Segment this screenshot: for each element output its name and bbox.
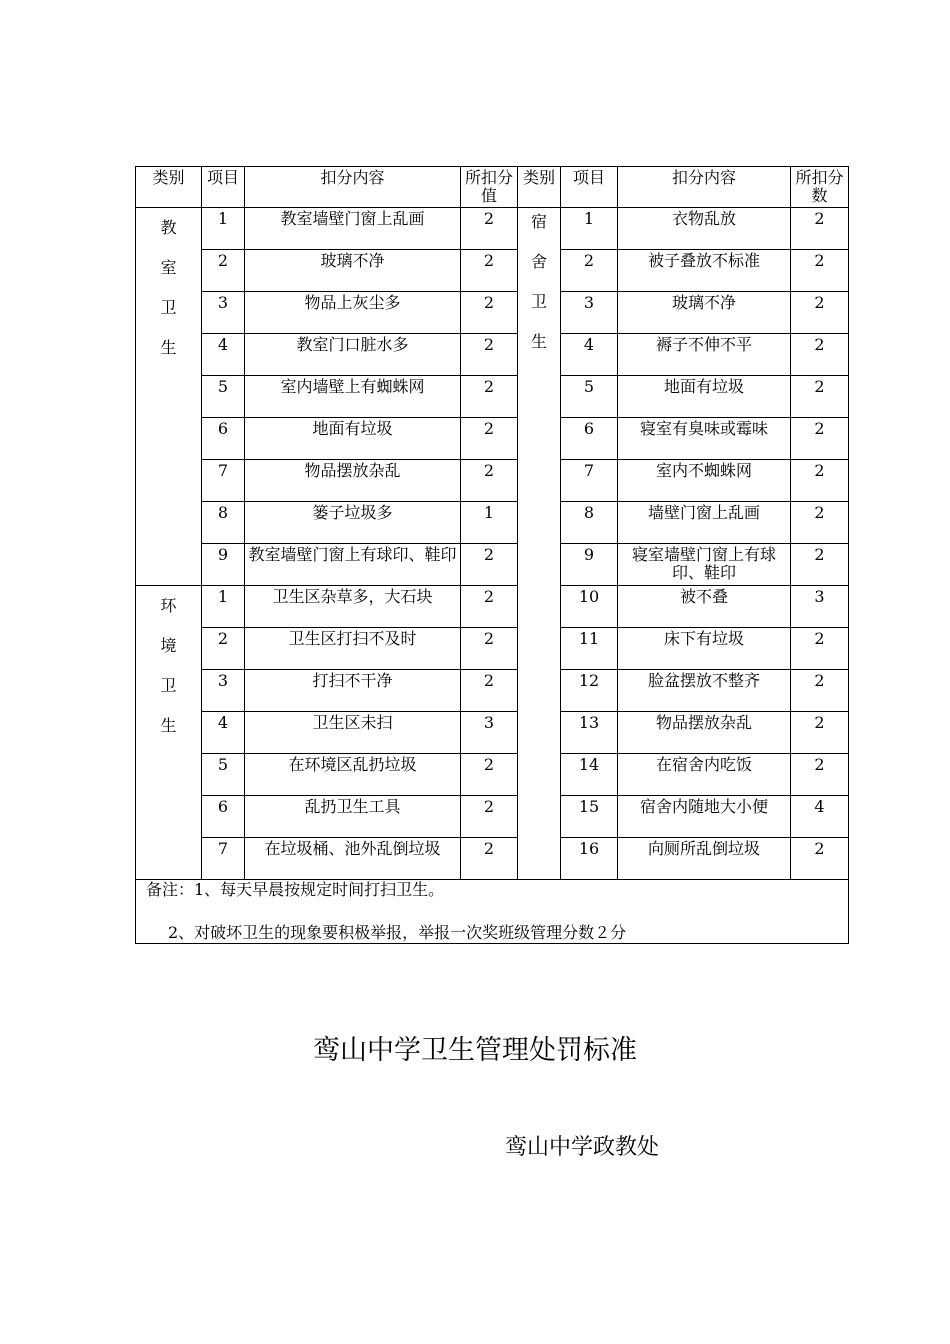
item-number-right: 4 <box>561 334 618 376</box>
deduction-points: 2 <box>461 250 518 292</box>
table-row <box>136 544 849 586</box>
deduction-points: 2 <box>461 418 518 460</box>
header-content: 扣分内容 <box>245 167 461 208</box>
deduction-points-right: 4 <box>791 796 849 838</box>
item-number: 3 <box>202 670 245 712</box>
deduction-points-right: 2 <box>791 250 849 292</box>
deduction-content: 乱扔卫生工具 <box>245 796 461 838</box>
deduction-points: 2 <box>461 838 518 880</box>
deduction-content: 教室门口脏水多 <box>245 334 461 376</box>
item-number-right: 2 <box>561 250 618 292</box>
note-line-1: 备注：1、每天早晨按规定时间打扫卫生。 <box>146 880 445 899</box>
table-row <box>136 628 849 670</box>
deduction-content-right: 墙壁门窗上乱画 <box>618 502 791 544</box>
item-number-right: 11 <box>561 628 618 670</box>
deduction-content-right: 寝室墙壁门窗上有球印、鞋印 <box>618 544 791 586</box>
item-number-right: 3 <box>561 292 618 334</box>
table-row <box>136 292 849 334</box>
deduction-content: 玻璃不净 <box>245 250 461 292</box>
category-cell-right <box>518 208 561 880</box>
table-row <box>136 334 849 376</box>
deduction-content: 卫生区杂草多，大石块 <box>245 586 461 628</box>
item-number: 9 <box>202 544 245 586</box>
category-char: 室 <box>160 258 177 277</box>
table-row <box>136 838 849 880</box>
item-number-right: 9 <box>561 544 618 586</box>
table-row <box>136 670 849 712</box>
deduction-content: 物品上灰尘多 <box>245 292 461 334</box>
deduction-content: 地面有垃圾 <box>245 418 461 460</box>
item-number: 2 <box>202 628 245 670</box>
item-number-right: 1 <box>561 208 618 250</box>
item-number-right: 6 <box>561 418 618 460</box>
table-row <box>136 376 849 418</box>
table-row <box>136 418 849 460</box>
table-row <box>136 586 849 628</box>
header-content-right: 扣分内容 <box>618 167 791 208</box>
item-number-right: 8 <box>561 502 618 544</box>
deduction-points-right: 2 <box>791 208 849 250</box>
category-char: 宿 <box>530 212 547 231</box>
deduction-points-right: 2 <box>791 670 849 712</box>
deduction-points: 2 <box>461 628 518 670</box>
deduction-points-right: 2 <box>791 376 849 418</box>
deduction-content-right: 被子叠放不标准 <box>618 250 791 292</box>
header-category: 类别 <box>136 167 202 208</box>
item-number: 4 <box>202 712 245 754</box>
penalty-table <box>135 166 849 944</box>
deduction-content-right: 褥子不伸不平 <box>618 334 791 376</box>
category-char: 境 <box>160 636 177 655</box>
deduction-content-right: 向厕所乱倒垃圾 <box>618 838 791 880</box>
deduction-points-right: 2 <box>791 418 849 460</box>
item-number-right: 12 <box>561 670 618 712</box>
deduction-points-right: 2 <box>791 712 849 754</box>
deduction-points-right: 2 <box>791 292 849 334</box>
category-char: 舍 <box>530 252 547 271</box>
item-number-right: 7 <box>561 460 618 502</box>
deduction-content-right: 寝室有臭味或霉味 <box>618 418 791 460</box>
category-char: 生 <box>160 716 177 735</box>
item-number-right: 16 <box>561 838 618 880</box>
item-number: 5 <box>202 376 245 418</box>
issuer-signature: 鸾山中学政教处 <box>505 1135 660 1160</box>
deduction-content-right: 物品摆放杂乱 <box>618 712 791 754</box>
table-row <box>136 754 849 796</box>
table-row <box>136 712 849 754</box>
item-number: 2 <box>202 250 245 292</box>
deduction-content-right: 宿舍内随地大小便 <box>618 796 791 838</box>
deduction-points-right: 2 <box>791 502 849 544</box>
deduction-points: 2 <box>461 208 518 250</box>
category-char: 卫 <box>530 292 547 311</box>
deduction-points-right: 2 <box>791 754 849 796</box>
deduction-content: 卫生区未扫 <box>245 712 461 754</box>
deduction-content: 在环境区乱扔垃圾 <box>245 754 461 796</box>
deduction-points-right: 2 <box>791 460 849 502</box>
deduction-points: 3 <box>461 712 518 754</box>
header-points-right: 所扣分数 <box>791 167 849 208</box>
category-char: 环 <box>160 596 177 615</box>
header-points: 所扣分值 <box>461 167 518 208</box>
deduction-points: 2 <box>461 334 518 376</box>
deduction-content: 物品摆放杂乱 <box>245 460 461 502</box>
deduction-content-right: 室内不蜘蛛网 <box>618 460 791 502</box>
deduction-content: 卫生区打扫不及时 <box>245 628 461 670</box>
item-number-right: 14 <box>561 754 618 796</box>
deduction-content: 打扫不干净 <box>245 670 461 712</box>
deduction-content-right: 玻璃不净 <box>618 292 791 334</box>
deduction-points: 2 <box>461 796 518 838</box>
item-number: 7 <box>202 460 245 502</box>
deduction-points-right: 2 <box>791 544 849 586</box>
item-number: 1 <box>202 586 245 628</box>
deduction-content: 教室墙壁门窗上有球印、鞋印 <box>245 544 461 586</box>
item-number-right: 13 <box>561 712 618 754</box>
notes-cell <box>136 880 849 944</box>
table-row <box>136 460 849 502</box>
deduction-content: 教室墙壁门窗上乱画 <box>245 208 461 250</box>
header-item: 项目 <box>202 167 245 208</box>
deduction-points: 2 <box>461 460 518 502</box>
item-number-right: 5 <box>561 376 618 418</box>
item-number: 3 <box>202 292 245 334</box>
item-number: 6 <box>202 796 245 838</box>
note-line-2: 2、对破坏卫生的现象要积极举报，举报一次奖班级管理分数２分 <box>168 923 627 942</box>
category-char: 生 <box>530 332 547 351</box>
deduction-content-right: 床下有垃圾 <box>618 628 791 670</box>
category-char: 生 <box>160 338 177 357</box>
item-number-right: 15 <box>561 796 618 838</box>
notes-row <box>136 880 849 944</box>
category-char: 卫 <box>160 298 177 317</box>
deduction-points-right: 2 <box>791 334 849 376</box>
table-row <box>136 208 849 250</box>
category-cell <box>136 586 202 880</box>
deduction-points: 1 <box>461 502 518 544</box>
item-number: 4 <box>202 334 245 376</box>
category-cell <box>136 208 202 586</box>
deduction-points-right: 2 <box>791 838 849 880</box>
item-number-right: 10 <box>561 586 618 628</box>
deduction-content-right: 在宿舍内吃饭 <box>618 754 791 796</box>
deduction-points: 2 <box>461 544 518 586</box>
deduction-points: 2 <box>461 376 518 418</box>
deduction-content-right: 地面有垃圾 <box>618 376 791 418</box>
deduction-content-right: 脸盆摆放不整齐 <box>618 670 791 712</box>
deduction-content-right: 衣物乱放 <box>618 208 791 250</box>
deduction-content: 在垃圾桶、池外乱倒垃圾 <box>245 838 461 880</box>
deduction-points-right: 2 <box>791 628 849 670</box>
deduction-points-right: 3 <box>791 586 849 628</box>
table-row <box>136 796 849 838</box>
table-row <box>136 250 849 292</box>
item-number: 7 <box>202 838 245 880</box>
document-title: 鸾山中学卫生管理处罚标准 <box>313 1035 637 1066</box>
item-number: 1 <box>202 208 245 250</box>
deduction-points: 2 <box>461 754 518 796</box>
header-category-right: 类别 <box>518 167 561 208</box>
deduction-points: 2 <box>461 586 518 628</box>
category-char: 卫 <box>160 676 177 695</box>
deduction-points: 2 <box>461 670 518 712</box>
table-row <box>136 502 849 544</box>
category-char: 教 <box>160 218 177 237</box>
item-number: 8 <box>202 502 245 544</box>
item-number: 5 <box>202 754 245 796</box>
deduction-content: 室内墙壁上有蜘蛛网 <box>245 376 461 418</box>
header-row <box>136 167 849 208</box>
deduction-content-right: 被不叠 <box>618 586 791 628</box>
header-item-right: 项目 <box>561 167 618 208</box>
deduction-points: 2 <box>461 292 518 334</box>
item-number: 6 <box>202 418 245 460</box>
deduction-content: 篓子垃圾多 <box>245 502 461 544</box>
